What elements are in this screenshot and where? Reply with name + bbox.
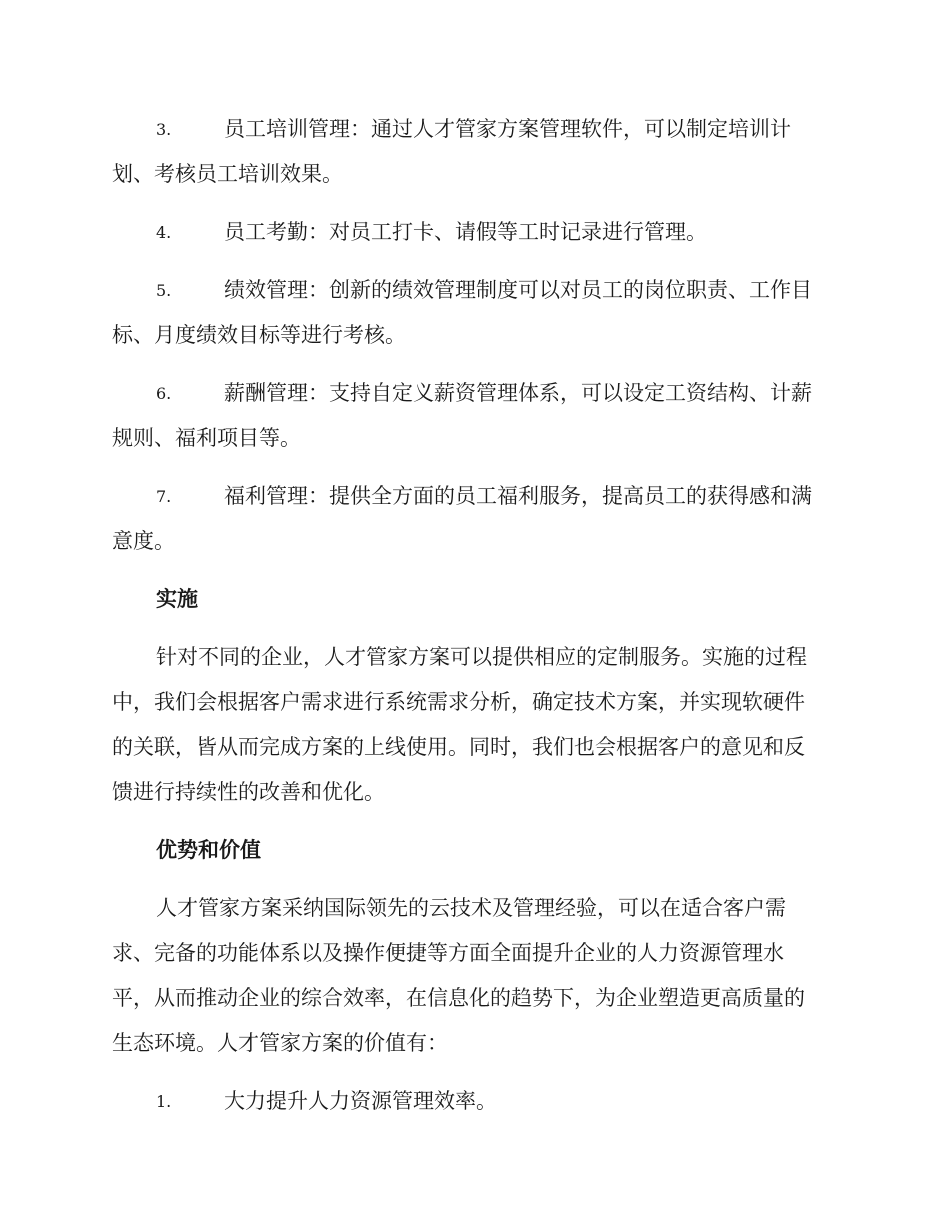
- paragraph-line: 平，从而推动企业的综合效率，在信息化的趋势下，为企业塑造更高质量的: [112, 986, 805, 1010]
- paragraph-line: 生态环境。人才管家方案的价值有：: [112, 1031, 448, 1055]
- list-item-number: 6.: [156, 384, 172, 403]
- section-heading-implementation: 实施: [156, 587, 198, 611]
- paragraph-advantages: [112, 886, 832, 1066]
- paragraph-line: 人才管家方案采纳国际领先的云技术及管理经验，可以在适合客户需: [156, 896, 786, 920]
- paragraph-line: 求、完备的功能体系以及操作便捷等方面全面提升企业的人力资源管理水: [112, 941, 784, 965]
- list-item-number: 5.: [156, 281, 172, 300]
- list-item: [112, 1079, 832, 1124]
- list-item: [112, 371, 832, 461]
- list-item-text: 员工培训管理：通过人才管家方案管理软件，可以制定培训计: [224, 117, 791, 141]
- list-item-text-continued: 划、考核员工培训效果。: [112, 162, 343, 186]
- paragraph-line: 针对不同的企业，人才管家方案可以提供相应的定制服务。实施的过程: [156, 645, 807, 669]
- list-item-text-continued: 标、月度绩效目标等进行考核。: [112, 323, 406, 347]
- paragraph-implementation: [112, 635, 832, 815]
- list-item-text: 员工考勤：对员工打卡、请假等工时记录进行管理。: [224, 220, 707, 244]
- document-body: [112, 107, 832, 1124]
- section-heading-advantages: 优势和价值: [156, 838, 261, 862]
- list-item: [112, 474, 832, 564]
- paragraph-line: 的关联，皆从而完成方案的上线使用。同时，我们也会根据客户的意见和反: [112, 735, 805, 759]
- list-item-text-continued: 意度。: [112, 529, 175, 553]
- paragraph-line: 中，我们会根据客户需求进行系统需求分析，确定技术方案，并实现软硬件: [112, 690, 805, 714]
- list-item-number: 4.: [156, 223, 172, 242]
- list-item-number: 1.: [156, 1092, 172, 1111]
- list-item: [112, 107, 832, 197]
- list-item-text: 薪酬管理：支持自定义薪资管理体系，可以设定工资结构、计薪: [224, 381, 812, 405]
- list-item-text: 绩效管理：创新的绩效管理制度可以对员工的岗位职责、工作目: [224, 278, 812, 302]
- list-item-number: 7.: [156, 487, 172, 506]
- list-item-number: 3.: [156, 120, 172, 139]
- list-item-text-continued: 规则、福利项目等。: [112, 426, 301, 450]
- paragraph-line: 馈进行持续性的改善和优化。: [112, 780, 385, 804]
- list-item: [112, 268, 832, 358]
- list-item: [112, 210, 832, 255]
- list-item-text: 福利管理：提供全方面的员工福利服务，提高员工的获得感和满: [224, 484, 812, 508]
- list-item-text: 大力提升人力资源管理效率。: [224, 1089, 497, 1113]
